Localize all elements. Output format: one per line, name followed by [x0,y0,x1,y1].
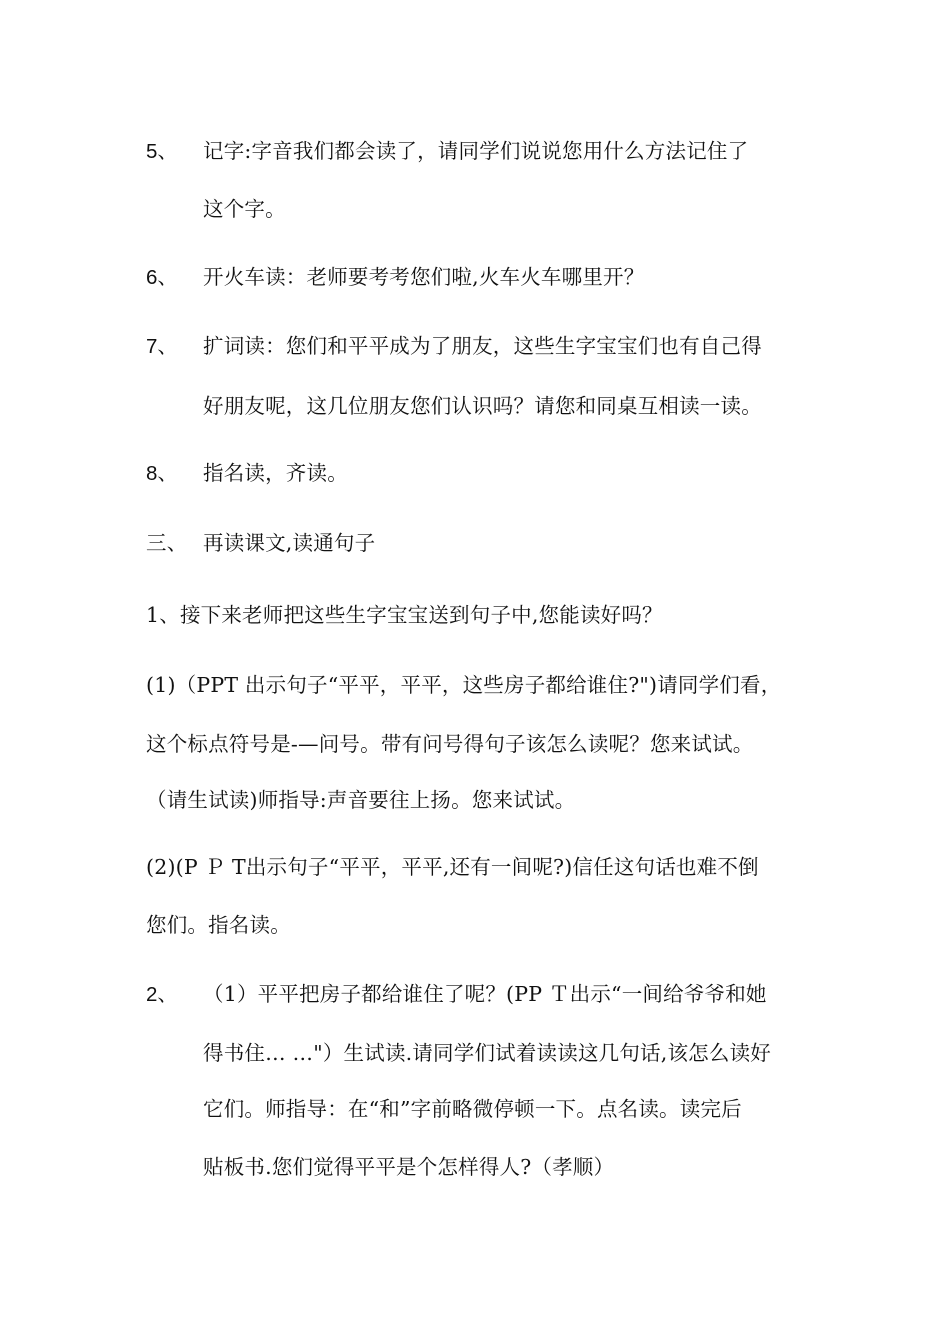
item-2-line-4: 贴板书.您们觉得平平是个怎样得人?（孝顺） [203,1155,615,1179]
item-7-line-1: 扩词读：您们和平平成为了朋友，这些生字宝宝们也有自己得 [203,334,762,358]
item-5-line-1: 记字:字音我们都会读了，请同学们说说您用什么方法记住了 [203,139,749,163]
item-number-5: 5、 [146,140,178,163]
section-number-3: 三、 [146,531,188,555]
item-7-line-2: 好朋友呢，这几位朋友您们认识吗？请您和同桌互相读一读。 [203,394,762,418]
paragraph-sub1-line-3: （请生试读)师指导:声音要往上扬。您来试试。 [146,788,576,812]
item-number-6: 6、 [146,266,178,289]
paragraph-1-line-1: 1、接下来老师把这些生字宝宝送到句子中,您能读好吗？ [146,603,663,627]
paragraph-sub1-line-1: (1)（PPT 出示句子“平平，平平，这些房子都给谁住?")请同学们看， [146,673,782,697]
item-2-line-1: （1）平平把房子都给谁住了呢？(PP Ｔ出示“一间给爷爷和她 [203,982,767,1006]
item-2-line-2: 得书住… …"）生试读.请同学们试着读读这几句话,该怎么读好 [203,1041,771,1065]
item-8-line-1: 指名读，齐读。 [203,461,348,485]
item-6-line-1: 开火车读：老师要考考您们啦,火车火车哪里开？ [203,265,645,289]
section-3-title: 再读课文,读通句子 [203,531,376,555]
paragraph-sub1-line-2: 这个标点符号是-—问号。带有问号得句子该怎么读呢？您来试试。 [146,732,754,756]
paragraph-sub2-line-1: (2)(P Ｐ T出示句子“平平，平平,还有一间呢?)信任这句话也难不倒 [146,855,759,879]
paragraph-sub2-line-2: 您们。指名读。 [146,913,291,937]
item-number-8: 8、 [146,462,178,485]
item-number-7: 7、 [146,335,178,358]
item-number-2: 2、 [146,983,178,1006]
item-2-line-3: 它们。师指导：在“和”字前略微停顿一下。点名读。读完后 [203,1097,742,1121]
item-5-line-2: 这个字。 [203,197,286,221]
